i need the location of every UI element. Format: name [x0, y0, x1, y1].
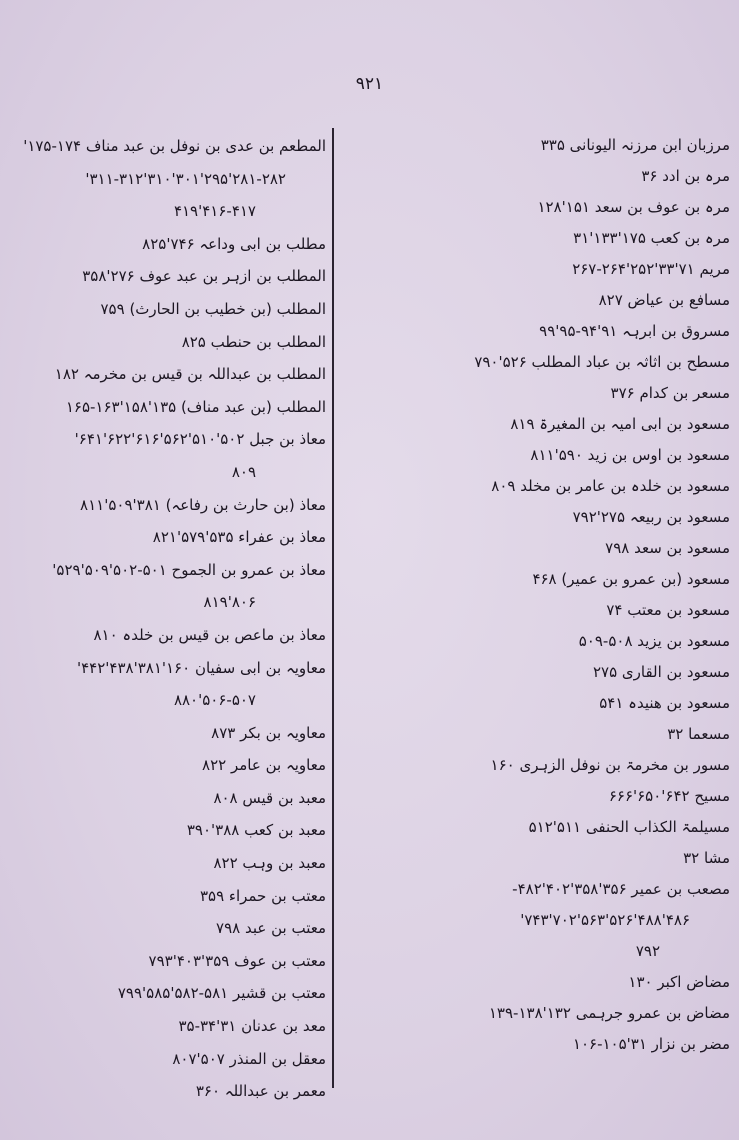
- index-entry: مسطح بن اثاثہ بن عباد المطلب ۵۲۶'۷۹۰: [474, 353, 730, 371]
- index-entry: مسعود بن سعد ۷۹۸: [605, 539, 730, 557]
- index-entry: مصعب بن عمیر ۳۵۶'۳۵۸'۴۰۲'۴۸۲-: [512, 880, 730, 898]
- index-entry-continuation: ۵۰۶-۵۰۷'۸۸۰: [173, 691, 256, 710]
- index-entry: مسعود بن اوس بن زید ۵۹۰'۸۱۱: [530, 446, 730, 464]
- index-entry: مرزبان ابن مرزنہ الیونانی ۳۳۵: [540, 136, 730, 154]
- index-entry: معد بن عدنان ۳۱'۳۴-۳۵: [178, 1017, 326, 1036]
- index-entry: معبد بن قیس ۸۰۸: [213, 788, 326, 807]
- index-entry: معاویہ بن بکر ۸۷۳: [211, 723, 326, 742]
- index-entry: مسعود بن معتب ۷۴: [606, 601, 730, 619]
- index-entry: مشا ۳۲: [683, 849, 730, 867]
- index-entry: معبد بن وہب ۸۲۲: [213, 854, 326, 873]
- index-entry: معاذ بن ماعص بن قیس بن خلدہ ۸۱۰: [93, 625, 326, 644]
- index-entry: مسعود (بن عمرو بن عمیر) ۴۶۸: [532, 570, 730, 588]
- index-entry: معاویہ بن ابی سفیان ۱۶۰'۳۸۱'۴۳۸'۴۴۲': [76, 658, 326, 677]
- index-column-left: [8, 130, 326, 1108]
- index-entry: مسعود بن ربیعہ ۲۷۵'۷۹۲: [572, 508, 730, 526]
- index-entry: مسیح ۶۴۲'۶۵۰'۶۶۶: [608, 787, 730, 805]
- index-entry: معقل بن المنذر ۵۰۷'۸۰۷: [172, 1049, 326, 1068]
- index-entry: معتب بن عبد ۷۹۸: [216, 919, 326, 938]
- index-entry: مسیلمۃ الکذاب الحنفی ۵۱۱'۵۱۲: [528, 818, 730, 836]
- index-entry: المطلب بن عبداللہ بن قیس بن مخرمہ ۱۸۲: [54, 365, 326, 384]
- page-number: ۹۲۱: [355, 74, 384, 94]
- index-entry: معاذ بن جبل ۵۰۲'۵۱۰'۵۶۲'۶۱۶'۶۲۲'۶۴۱': [74, 430, 326, 449]
- index-entry: مسعود بن خلدہ بن عامر بن مخلد ۸۰۹: [491, 477, 730, 495]
- index-entry: معاذ بن عمرو بن الجموح ۵۰۱-۵۰۲'۵۰۹'۵۲۹': [52, 560, 326, 579]
- index-entry: مضاض اکبر ۱۳۰: [628, 973, 730, 991]
- index-entry: مرہ بن عوف بن سعد ۱۵۱'۱۲۸: [537, 198, 730, 216]
- index-entry: مطلب بن ابی وداعہ ۷۴۶'۸۲۵: [142, 234, 326, 253]
- index-entry: مسروق بن ابرہہ ۹۱'۹۴-۹۵'۹۹: [539, 322, 730, 340]
- index-entry: المطلب بن حنطب ۸۲۵: [181, 332, 326, 351]
- index-entry-continuation: ۷۹۲: [635, 942, 660, 960]
- index-entry: مسعود بن القاری ۲۷۵: [592, 663, 730, 681]
- index-entry-continuation: ۴۱۶-۴۱۷'۴۱۹: [173, 202, 256, 221]
- index-entry: مسعود بن ابی امیہ بن المغیرۃ ۸۱۹: [510, 415, 730, 433]
- index-entry: مسعر بن کدام ۳۷۶: [610, 384, 730, 402]
- index-entry: مضاض بن عمرو جرہمی ۱۳۲'۱۳۸-۱۳۹: [488, 1004, 730, 1022]
- index-entry: مسور بن مخرمۃ بن نوفل الزہری ۱۶۰: [490, 756, 730, 774]
- index-entry: معبد بن کعب ۳۸۸'۳۹۰: [186, 821, 326, 840]
- index-entry-continuation: ۲۸۱-۲۸۲'۲۹۵'۳۰۱'۳۱۰'۳۱۱-۳۱۲': [85, 169, 286, 188]
- index-entry: المطلب (بن خطیب بن الحارث) ۷۵۹: [100, 299, 326, 318]
- index-entry: مسافع بن عیاض ۸۲۷: [598, 291, 730, 309]
- index-entry: مسعود بن ھنیدہ ۵۴۱: [599, 694, 730, 712]
- index-entry: مضر بن نزار ۳۱'۱۰۵-۱۰۶: [572, 1035, 730, 1053]
- index-entry: معمر بن عبداللہ ۳۶۰: [195, 1082, 326, 1101]
- index-entry: معاذ (بن حارث بن رفاعہ) ۳۸۱'۵۰۹'۸۱۱: [80, 495, 326, 514]
- index-entry: مسعود بن یزید ۵۰۸-۵۰۹: [578, 632, 730, 650]
- index-column-right: [342, 130, 730, 1060]
- index-entry-continuation: ۴۸۶'۴۸۸'۵۲۶'۵۶۳'۷۰۲'۷۴۳': [520, 911, 690, 929]
- index-entry-continuation: ۸۰۹: [231, 462, 256, 481]
- index-entry: معاذ بن عفراء ۵۳۵'۵۷۹'۸۲۱: [152, 528, 326, 547]
- index-entry: مرہ بن ادد ۳۶: [641, 167, 730, 185]
- index-entry: مرہ بن کعب ۱۷۵'۱۳۳'۳۱: [573, 229, 730, 247]
- index-entry: مسعما ۳۲: [667, 725, 730, 743]
- index-entry: المطلب بن ازہر بن عبد عوف ۲۷۶'۳۵۸: [82, 267, 326, 286]
- index-entry: معاویہ بن عامر ۸۲۲: [202, 756, 326, 775]
- index-entry: معتب بن حمراء ۳۵۹: [199, 886, 326, 905]
- index-entry: مریم ۷۱'۳۳'۲۵۲'۲۶۴-۲۶۷: [572, 260, 730, 278]
- column-divider: [332, 128, 334, 1088]
- index-entry: المطعم بن عدی بن نوفل بن عبد مناف ۱۷۴-۱۷۵': [23, 137, 326, 155]
- index-entry: المطلب (بن عبد مناف) ۱۳۵'۱۵۸'۱۶۳-۱۶۵: [65, 397, 326, 416]
- index-entry: معتب بن قشیر ۵۸۱-۵۸۲'۵۸۵'۷۹۹: [117, 984, 326, 1003]
- index-entry: معتب بن عوف ۳۵۹'۴۰۳'۷۹۳: [148, 951, 326, 970]
- index-entry-continuation: ۸۰۶'۸۱۹: [203, 593, 256, 612]
